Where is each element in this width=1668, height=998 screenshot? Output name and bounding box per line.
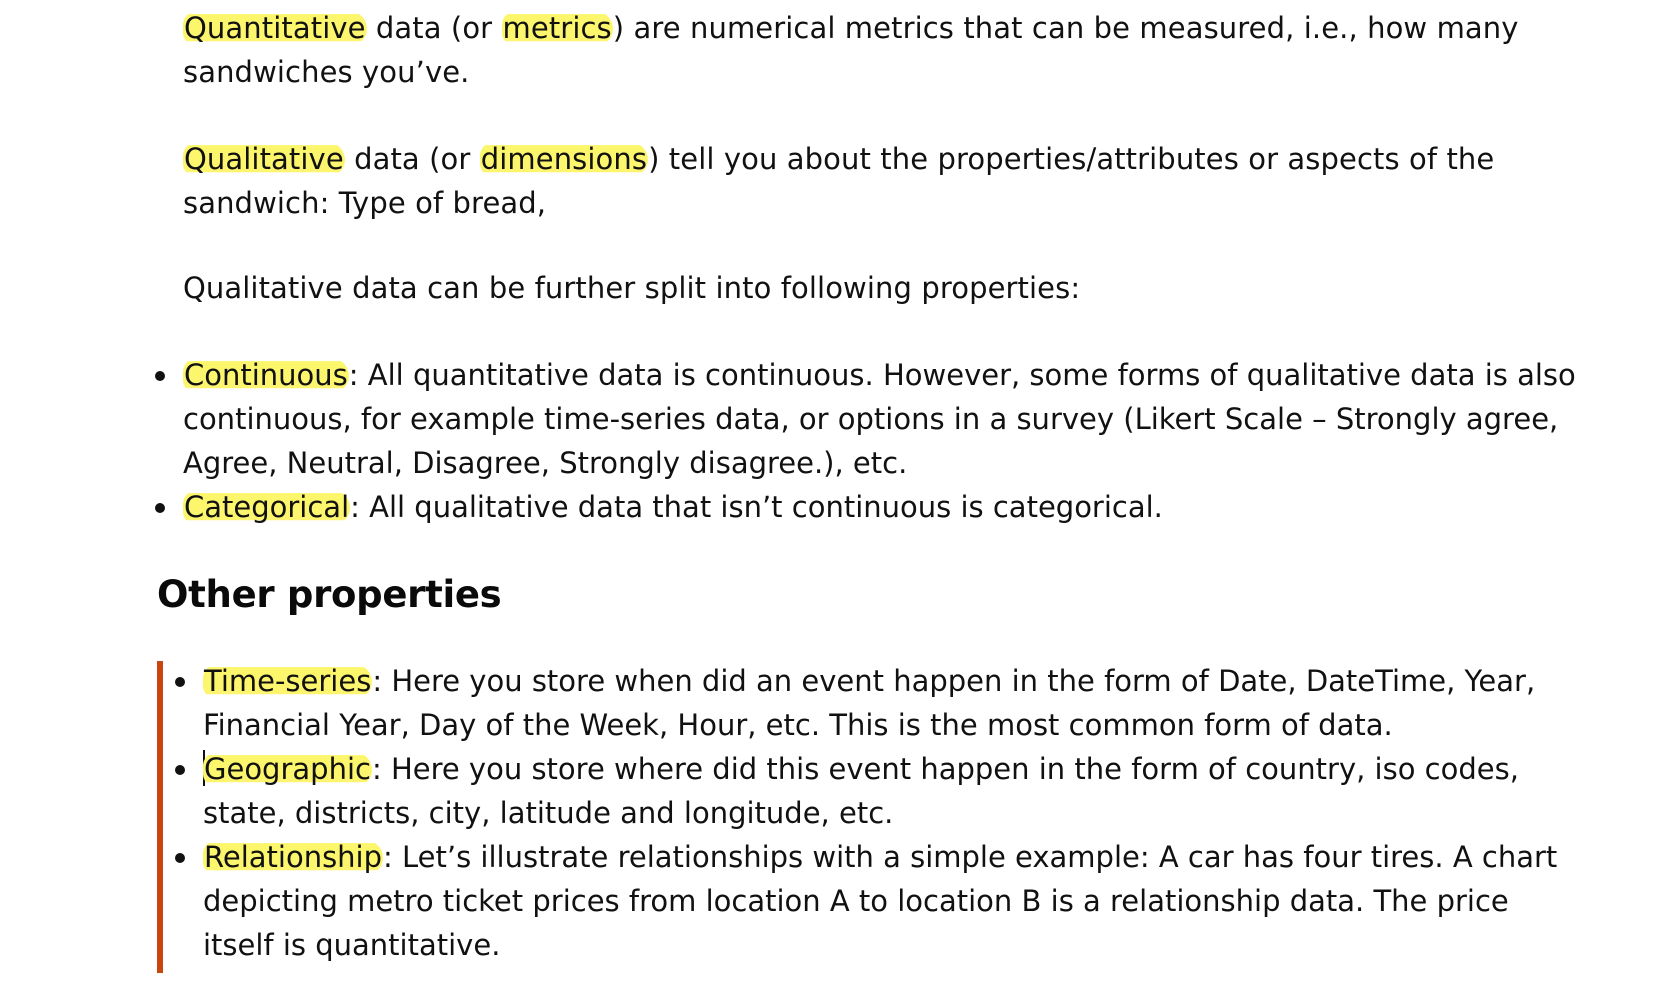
bullet-icon xyxy=(175,765,185,775)
paragraph-split-intro: Qualitative data can be further split into following properties: xyxy=(183,271,1081,305)
list-item xyxy=(183,485,1583,529)
list-item-text: : Let’s illustrate relationships with a simple example: A car has four tires. A chart depicting metro ticket prices from location A to location B is a relationship data. The price itself is quantitative. xyxy=(203,840,1558,962)
highlight-term: Continuous xyxy=(184,358,348,392)
bullet-icon xyxy=(175,677,185,687)
blockquote-bar xyxy=(157,661,163,973)
list-item-text: : Here you store where did this event happen in the form of country, iso codes, state, districts, city, latitude and longitude, etc. xyxy=(203,752,1519,830)
bullet-icon xyxy=(155,371,165,381)
other-properties-list xyxy=(203,659,1573,967)
bullet-icon xyxy=(155,503,165,513)
highlight-term: Geographic xyxy=(204,752,371,786)
highlight-term: Categorical xyxy=(184,490,350,524)
list-item-text: : All qualitative data that isn’t continuous is categorical. xyxy=(350,490,1163,524)
highlight-qualitative: Qualitative xyxy=(184,142,344,176)
highlight-dimensions: dimensions xyxy=(480,142,648,176)
bullet-icon xyxy=(175,853,185,863)
property-list xyxy=(183,353,1583,529)
highlight-term: Relationship xyxy=(204,840,383,874)
paragraph-qualitative xyxy=(183,137,1563,225)
paragraph-text: ) tell you about the properties/attributes or aspects of the sandwich: Type of bread, xyxy=(183,142,1495,220)
list-item xyxy=(203,659,1573,747)
paragraph-quantitative xyxy=(183,6,1563,94)
list-item-text: : Here you store when did an event happen in the form of Date, DateTime, Year, Financial Year, Day of the Week, Hour, etc. This is the most common form of data. xyxy=(203,664,1536,742)
list-item-text: : All quantitative data is continuous. However, some forms of qualitative data is also continuous, for example time-series data, or options in a survey (Likert Scale – Strongly agree, Agree, Neutral, Disagree, Strongly disagree.), etc. xyxy=(183,358,1576,480)
section-heading: Other properties xyxy=(157,573,502,616)
list-item[interactable] xyxy=(203,747,1573,835)
paragraph-text: data (or xyxy=(344,142,480,176)
highlight-term: Time-series xyxy=(204,664,372,698)
paragraph-text: ) are numerical metrics that can be measured, i.e., how many sandwiches you’ve. xyxy=(183,11,1519,89)
list-item xyxy=(183,353,1583,485)
highlight-metrics: metrics xyxy=(502,11,612,45)
highlight-quantitative: Quantitative xyxy=(184,11,366,45)
list-item xyxy=(203,835,1573,967)
paragraph-text: data (or xyxy=(366,11,502,45)
